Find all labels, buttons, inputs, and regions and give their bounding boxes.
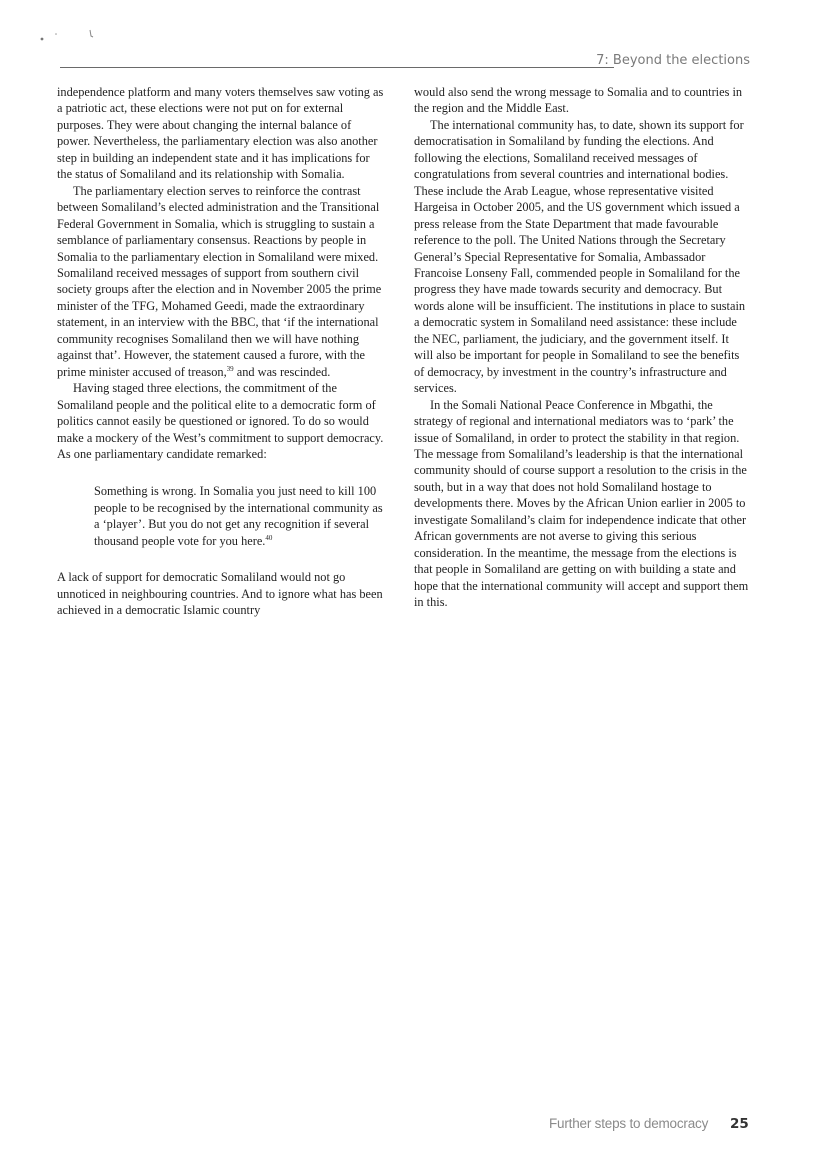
paragraph: independence platform and many voters themselves saw voting as a patriotic act, these elections were not put on for external purposes. They were about changing the internal balance of power. Nevertheless, the parliamentary election was also another step in building an independent state and it has implications for the status of Somaliland and its relationship with Somalia. — [57, 85, 384, 182]
paragraph: Having staged three elections, the commitment of the Somaliland people and the political elite to a democratic form of politics cannot easily be questioned or ignored. To do so would make a mockery of the West’s commitment to support democracy. As one parliamentary candidate remarked: — [57, 381, 384, 461]
paragraph: would also send the wrong message to Somalia and to countries in the region and the Middle East. — [414, 85, 743, 116]
page-number: 25 — [730, 1116, 749, 1132]
paragraph — [57, 183, 385, 380]
paragraph: The international community has, to date, shown its support for democratisation in Somaliland by funding the elections. And following the elections, Somaliland received messages of congratulations from several countries and international bodies. These include the Arab League, whose representative visited Hargeisa in October 2005, and the US government which issued a press release from the State Department that made favourable reference to the poll. The United Nations through the Secretary General’s Special Representative for Somalia, Ambassador Francoise Lonseny Fall, commended people in Somaliland for the progress they have made towards security and democracy. But words alone will be insufficient. The institutions in place to sustain a democratic system in Somaliland need assistance: these include the NEC, parliament, the judiciary, and the government itself. It will also be important for people in Somaliland to see the benefits of democracy, by investment in the country’s infrastructure and services. — [414, 117, 746, 396]
paragraph-text: The parliamentary election serves to reinforce the contrast between Somaliland’s elected administration and the Transitional Federal Government in Somalia, which is struggling to sustain a semblance of parliamentary consensus. Reactions by people in Somalia to the parliamentary election in Somaliland were mixed. Somaliland received messages of support from southern civil society groups after the election and in November 2005 the prime minister of the TFG, Mohamed Geedi, made the extraordinary statement, in an interview with the BBC, that ‘if the international community recognises Somaliland then we will have nothing against that’. However, the statement caused a furore, with the prime minister accused of treason, — [57, 183, 382, 379]
right-column — [414, 84, 750, 611]
book-title: Further steps to democracy — [549, 1116, 709, 1131]
left-column — [57, 84, 385, 619]
footnote-marker: 39 — [226, 364, 234, 373]
footnote-marker: 40 — [265, 533, 273, 542]
paragraph: In the Somali National Peace Conference in Mbgathi, the strategy of regional and international mediators was to ‘park’ the issue of Somaliland, in order to protect the stability in that region. The message from Somaliland’s leadership is that the international community should of course support a resolution to the crisis in the south, but in a way that does not hold Somaliland hostage to developments there. Moves by the African Union earlier in 2005 to investigate Somaliland’s claim for independence indicate that other African governments are not averse to giving this serious consideration. In the meantime, the message from the elections is that people in Somaliland are getting on with building a state and hope that the international community will accept and support them in this. — [414, 397, 749, 610]
chapter-title: 7: Beyond the elections — [596, 53, 750, 68]
scan-speck-marks — [38, 28, 108, 48]
quote-text: Something is wrong. In Somalia you just need to kill 100 people to be recognised by the international community as a ‘player’. But you do not get any recognition if several thousand people vote for you here. — [94, 484, 383, 548]
paragraph: A lack of support for democratic Somaliland would not go unnoticed in neighbouring countries. And to ignore what has been achieved in a democratic Islamic country — [57, 570, 383, 618]
paragraph-text: and was rescinded. — [233, 364, 331, 379]
header-rule — [60, 67, 614, 68]
block-quote — [94, 483, 385, 549]
